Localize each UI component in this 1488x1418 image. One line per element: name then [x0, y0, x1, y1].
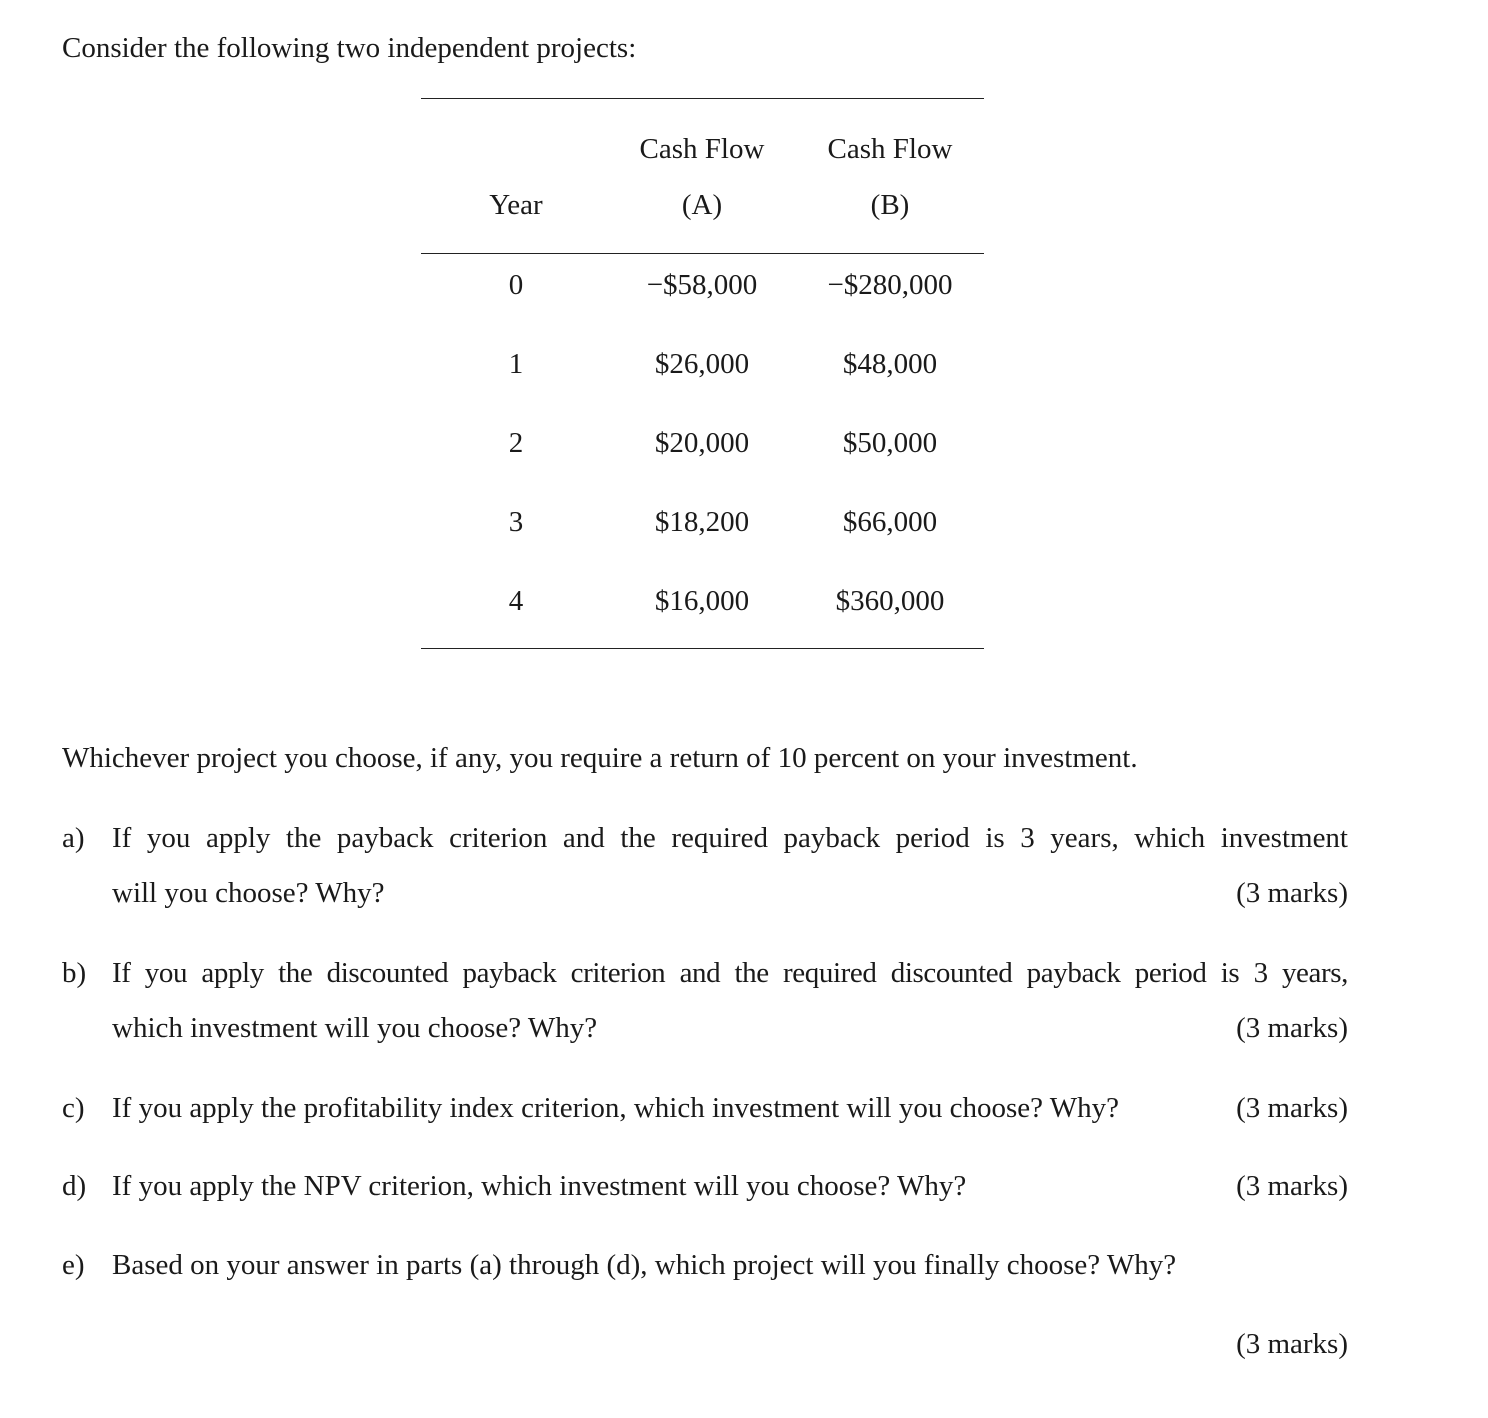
header-project-a: (A) [681, 189, 723, 221]
question-text-line2: will you choose? Why? [112, 877, 385, 909]
header-year: Year [489, 189, 543, 221]
cash-flow-a-cell: $16,000 [654, 585, 750, 617]
marks-label: (3 marks) [1236, 1328, 1348, 1360]
cash-flow-b-cell: −$280,000 [827, 269, 953, 301]
question-letter: b) [62, 957, 87, 989]
question-text-line1: Based on your answer in parts (a) through (d), which project will you finally choose? Why? [112, 1249, 1177, 1281]
marks-label: (3 marks) [1236, 1012, 1348, 1044]
question-text-line1: If you apply the profitability index criterion, which investment will you choose? Why? [112, 1092, 1119, 1124]
header-project-b: (B) [870, 189, 910, 221]
question-b [62, 953, 1348, 1049]
table-top-rule [421, 98, 984, 99]
cash-flow-a-cell: $20,000 [654, 427, 750, 459]
cash-flow-b-cell: $66,000 [842, 506, 938, 538]
table-header-rule [421, 253, 984, 254]
cash-flow-a-cell: $26,000 [654, 348, 750, 380]
marks-label: (3 marks) [1236, 1092, 1348, 1124]
question-c [62, 1088, 1348, 1128]
cash-flow-b-cell: $360,000 [835, 585, 945, 617]
year-cell: 1 [508, 348, 524, 380]
question-text-line1: If you apply the payback criterion and the required payback period is 3 years, which investment [112, 822, 1348, 854]
question-letter: a) [62, 822, 85, 854]
question-letter: e) [62, 1249, 85, 1281]
year-cell: 0 [508, 269, 524, 301]
question-text-line1: If you apply the discounted payback criterion and the required discounted payback period is 3 years, [112, 957, 1348, 989]
marks-label: (3 marks) [1236, 877, 1348, 909]
cash-flow-a-cell: $18,200 [654, 506, 750, 538]
header-cash-flow-b: Cash Flow [827, 133, 953, 165]
year-cell: 2 [508, 427, 524, 459]
question-letter: d) [62, 1170, 87, 1202]
question-e [62, 1245, 1348, 1365]
table-bottom-rule [421, 648, 984, 649]
question-a [62, 818, 1348, 914]
header-cash-flow-a: Cash Flow [639, 133, 765, 165]
cash-flow-b-cell: $50,000 [842, 427, 938, 459]
question-d [62, 1166, 1348, 1206]
year-cell: 3 [508, 506, 524, 538]
year-cell: 4 [508, 585, 524, 617]
cash-flow-a-cell: −$58,000 [646, 269, 758, 301]
cash-flow-b-cell: $48,000 [842, 348, 938, 380]
question-letter: c) [62, 1092, 85, 1124]
question-text-line1: If you apply the NPV criterion, which investment will you choose? Why? [112, 1170, 967, 1202]
intro-text: Consider the following two independent projects: [62, 32, 637, 64]
question-text-line2: which investment will you choose? Why? [112, 1012, 598, 1044]
marks-label: (3 marks) [1236, 1170, 1348, 1202]
requirement-text: Whichever project you choose, if any, you require a return of 10 percent on your investment. [62, 742, 1138, 774]
